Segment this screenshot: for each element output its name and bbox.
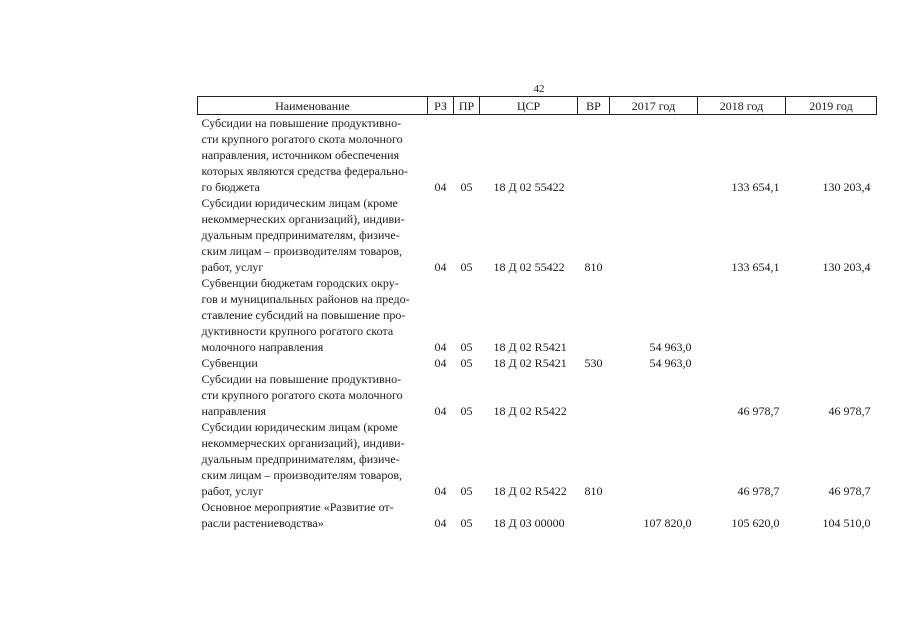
row-pr: 05 [460,516,473,530]
row-csr: 18 Д 03 00000 [493,516,565,530]
row-2018: 133 654,1 [731,260,780,274]
row-name [198,371,428,419]
row-rz: 04 [434,340,447,354]
row-name-line: работ, услуг [201,484,264,498]
row-name [198,499,428,531]
row-vr [578,115,610,196]
row-vr [578,371,610,419]
row-2018: 46 978,7 [737,484,780,498]
row-name [198,195,428,275]
table-row [198,371,877,419]
row-csr: 18 Д 02 R5421 [493,340,567,354]
table-row [198,275,877,355]
row-2018: 46 978,7 [737,404,780,418]
row-name-line: ставление субсидий на повышение про- [201,308,406,322]
row-2017 [610,195,698,275]
row-2019: 130 203,4 [822,180,871,194]
row-name-line: гов и муниципальных районов на предо- [201,292,410,306]
row-csr: 18 Д 02 R5422 [493,404,567,418]
row-name-line: Субсидии на повышение продуктивно- [201,372,402,386]
page-number: 42 [533,83,545,95]
row-name [198,275,428,355]
row-csr: 18 Д 02 R5421 [493,356,567,370]
row-name-line: дуктивности крупного рогатого скота [201,324,394,338]
row-rz: 04 [434,404,447,418]
row-rz: 04 [434,180,447,194]
row-rz: 04 [434,260,447,274]
table-header-row [198,97,877,115]
row-pr: 05 [460,340,473,354]
row-name-line: некоммерческих организаций), индиви- [201,212,405,226]
row-name-line: Субсидии на повышение продуктивно- [201,116,402,130]
row-2017 [610,371,698,419]
row-rz: 04 [434,356,447,370]
row-rz: 04 [434,516,447,530]
row-name-line: ским лицам – производителям товаров, [201,244,403,258]
header-2019: 2019 год [786,97,877,115]
table-row [198,499,877,531]
row-2019 [786,355,877,371]
header-rz: РЗ [428,97,454,115]
row-name-line: ским лицам – производителям товаров, [201,468,403,482]
row-name-line: го бюджета [201,180,260,194]
table-row [198,195,877,275]
header-vr: ВР [578,97,610,115]
row-name-line: дуальным предпринимателям, физиче- [201,228,400,242]
header-2017: 2017 год [610,97,698,115]
row-2018 [698,355,786,371]
header-pr: ПР [454,97,480,115]
row-name-line: направления, источником обеспечения [201,148,400,162]
row-rz: 04 [434,484,447,498]
row-name-line: Субвенции [201,356,258,370]
row-name-line: которых являются средства федерально- [201,164,408,178]
row-vr: 810 [584,260,603,274]
row-vr [578,499,610,531]
row-name [198,355,428,371]
table-row [198,355,877,371]
row-2019: 46 978,7 [828,484,871,498]
row-vr [578,275,610,355]
row-name-line: направления [201,404,267,418]
row-name-line: дуальным предпринимателям, физиче- [201,452,400,466]
row-2017 [610,419,698,499]
row-2017 [610,115,698,196]
row-2019: 104 510,0 [822,516,871,530]
row-name [198,115,428,196]
row-2019: 130 203,4 [822,260,871,274]
row-name-line: молочного направления [201,340,324,354]
table-body [198,115,877,532]
row-name-line: сти крупного рогатого скота молочного [201,132,403,146]
header-csr: ЦСР [480,97,578,115]
row-2019 [786,275,877,355]
row-name-line: сти крупного рогатого скота молочного [201,388,403,402]
row-pr: 05 [460,484,473,498]
row-name-line: Субсидии юридическим лицам (кроме [201,196,398,210]
row-csr: 18 Д 02 R5422 [493,484,567,498]
row-name [198,419,428,499]
row-2017: 54 963,0 [649,356,692,370]
row-2018 [698,275,786,355]
header-name: Наименование [198,97,428,115]
row-name-line: некоммерческих организаций), индиви- [201,436,405,450]
row-name-line: работ, услуг [201,260,264,274]
row-name-line: расли растениеводства» [201,516,324,530]
row-csr: 18 Д 02 55422 [493,260,565,274]
table-row [198,419,877,499]
header-2018: 2018 год [698,97,786,115]
row-name-line: Субсидии юридическим лицам (кроме [201,420,398,434]
row-pr: 05 [460,180,473,194]
row-csr: 18 Д 02 55422 [493,180,565,194]
row-2018: 105 620,0 [731,516,780,530]
row-2019: 46 978,7 [828,404,871,418]
row-2017: 54 963,0 [649,340,692,354]
row-vr: 530 [584,356,603,370]
row-vr: 810 [584,484,603,498]
row-name-line: Субвенции бюджетам городских окру- [201,276,399,290]
row-pr: 05 [460,260,473,274]
table-row [198,115,877,196]
row-pr: 05 [460,404,473,418]
row-name-line: Основное мероприятие «Развитие от- [201,500,394,514]
row-pr: 05 [460,356,473,370]
row-2018: 133 654,1 [731,180,780,194]
row-2017: 107 820,0 [643,516,692,530]
budget-table [197,96,877,531]
